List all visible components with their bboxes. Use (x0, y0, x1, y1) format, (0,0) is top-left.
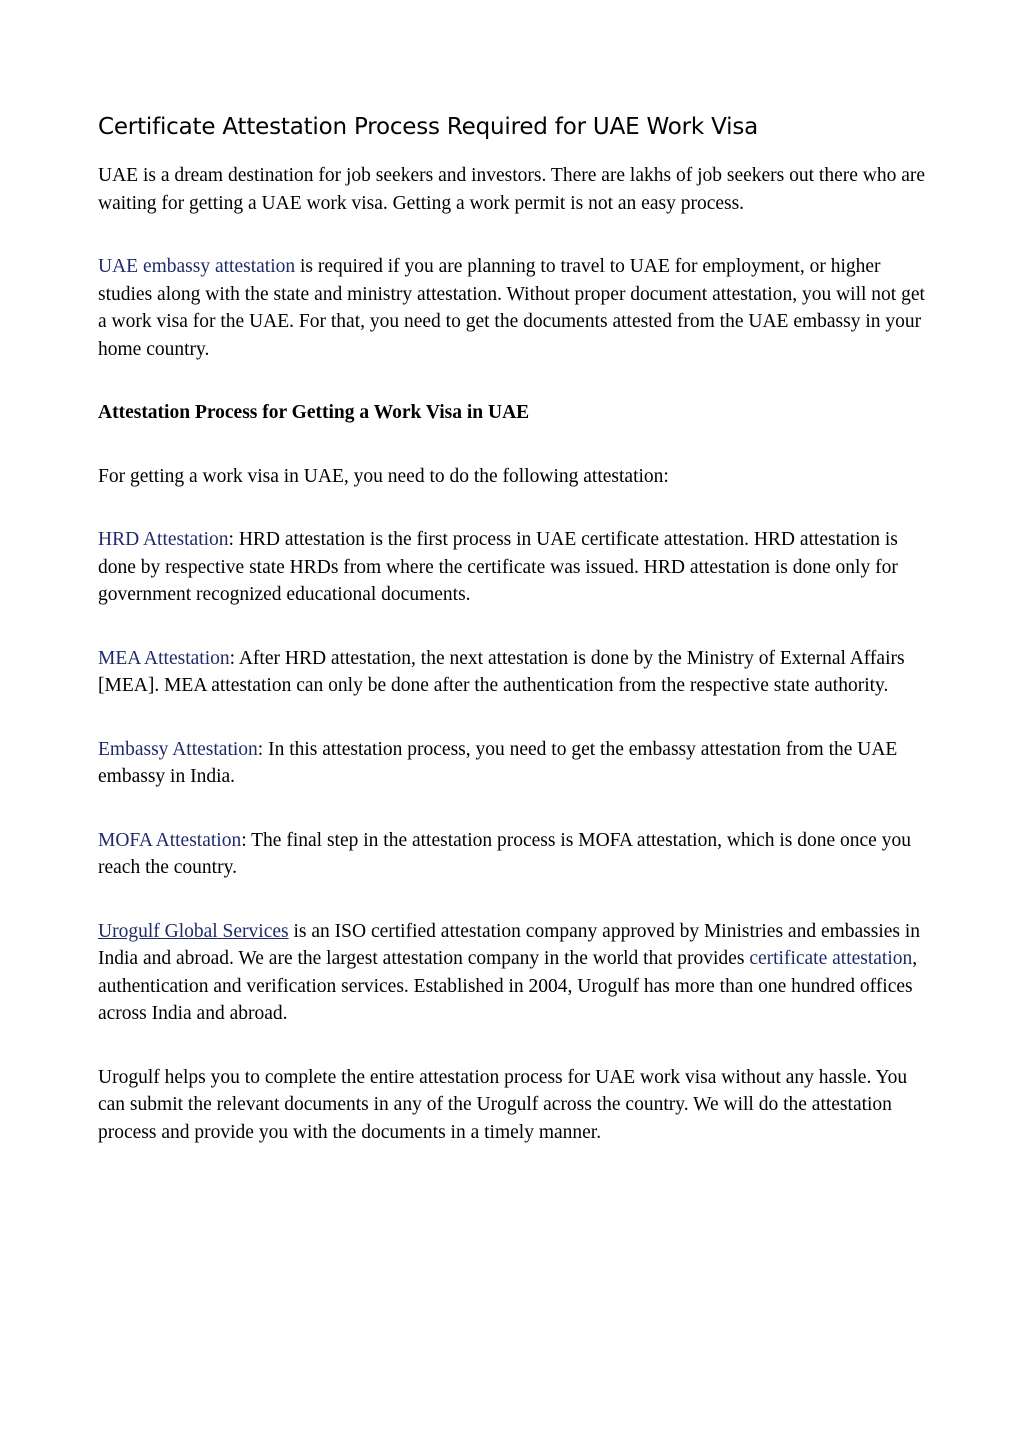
urogulf-text-1: is an ISO certified attestation company approved by Ministries and embassies in India and abroad. We are the largest attestation company in the world that provides (98, 920, 921, 969)
mea-text: : After HRD attestation, the next attestation is done by the Ministry of External Affairs [MEA]. MEA attestation can only be done after the authentication from the respective state authority. (98, 647, 905, 696)
final-paragraph: Urogulf helps you to complete the entire attestation process for UAE work visa without any hassle. You can submit the relevant documents in any of the Urogulf across the country. We will do the attestation process and provide you with the documents in a timely manner. (98, 1066, 908, 1143)
embassy-attestation-text: is required if you are planning to travel to UAE for employment, or higher studies along with the state and ministry attestation. Without proper document attestation, you will not get a work visa for the UAE. For that, you need to get the documents attested from the UAE embassy in your home country. (98, 256, 925, 360)
hrd-attestation-link[interactable]: HRD Attestation (98, 529, 229, 550)
hrd-paragraph (98, 526, 930, 609)
uae-embassy-attestation-link[interactable]: UAE embassy attestation (98, 256, 296, 277)
embassy-text: : In this attestation process, you need to get the embassy attestation from the UAE embassy in India. (98, 738, 898, 787)
mea-attestation-link[interactable]: MEA Attestation (98, 647, 230, 669)
page-title: Certificate Attestation Process Required for UAE Work Visa (98, 114, 758, 140)
urogulf-text-2: , authentication and verification services. Established in 2004, Urogulf has more than one hundred offices across India and abroad. (98, 948, 918, 1024)
urogulf-global-services-link[interactable]: Urogulf Global Services (98, 920, 289, 942)
embassy-paragraph (98, 736, 930, 791)
mofa-text: : The final step in the attestation process is MOFA attestation, which is done once you reach the country. (98, 829, 911, 878)
section-heading: Attestation Process for Getting a Work Visa in UAE (98, 402, 530, 423)
intro-paragraph: UAE is a dream destination for job seekers and investors. There are lakhs of job seekers out there who are waiting for getting a UAE work visa. Getting a work permit is not an easy process. (98, 165, 926, 214)
mea-paragraph (98, 645, 930, 700)
urogulf-paragraph (98, 918, 930, 1028)
following-attestation-paragraph: For getting a work visa in UAE, you need to do the following attestation: (98, 465, 669, 487)
hrd-text: : HRD attestation is the first process in UAE certificate attestation. HRD attestation is done by respective state HRDs from where the certificate was issued. HRD attestation is done only for government recognized educational documents. (98, 529, 898, 605)
mofa-paragraph (98, 827, 930, 882)
embassy-attestation-link[interactable]: Embassy Attestation (98, 738, 258, 760)
embassy-attestation-paragraph (98, 253, 930, 363)
mofa-attestation-link[interactable]: MOFA Attestation (98, 829, 242, 851)
certificate-attestation-link[interactable]: certificate attestation (749, 948, 913, 969)
document-page (98, 112, 930, 1182)
